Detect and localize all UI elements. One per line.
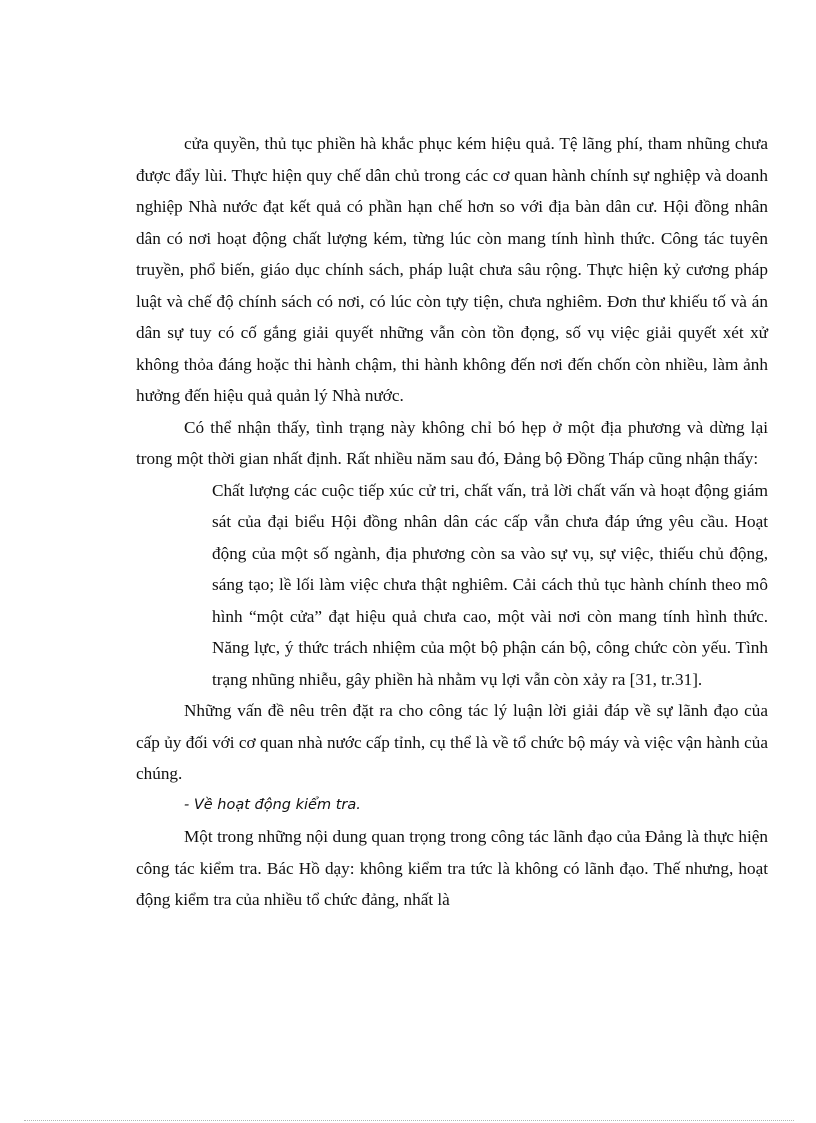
paragraph-observation: Có thể nhận thấy, tình trạng này không chỉ bó hẹp ở một địa phương và dừng lại trong một thời gian nhất định. Rất nhiều năm sau đó, Đảng bộ Đồng Tháp cũng nhận thấy: bbox=[136, 417, 768, 468]
block-quote: Chất lượng các cuộc tiếp xúc cử tri, chất vấn, trả lời chất vấn và hoạt động giám sát của đại biểu Hội đồng nhân dân các cấp vẫn chưa đáp ứng yêu cầu. Hoạt động của một số ngành, địa phương còn sa vào sự vụ, sự việc, thiếu chủ động, sáng tạo; lề lối làm việc chưa thật nghiêm. Cải cách thủ tục hành chính theo mô hình “một cửa” đạt hiệu quả chưa cao, một vài nơi còn mang tính hình thức. Năng lực, ý thức trách nhiệm của một bộ phận cán bộ, công chức còn yếu. Tình trạng nhũng nhiễu, gây phiền hà nhằm vụ lợi vẫn còn xảy ra [31, tr.31]. bbox=[212, 480, 768, 689]
page-bottom-divider bbox=[24, 1120, 794, 1121]
paragraph-continuation: cửa quyền, thủ tục phiền hà khắc phục kém hiệu quả. Tệ lãng phí, tham nhũng chưa được đẩy lùi. Thực hiện quy chế dân chủ trong các cơ quan hành chính sự nghiệp và doanh nghiệp Nhà nước đạt kết quả có phần hạn chế hơn so với địa bàn dân cư. Hội đồng nhân dân có nơi hoạt động chất lượng kém, từng lúc còn mang tính hình thức. Công tác tuyên truyền, phổ biến, giáo dục chính sách, pháp luật chưa sâu rộng. Thực hiện kỷ cương pháp luật và chế độ chính sách có nơi, có lúc còn tựy tiện, chưa nghiêm. Đơn thư khiếu tố và án dân sự tuy có cố gắng giải quyết những vẫn còn tồn đọng, số vụ việc giải quyết xét xử không thỏa đáng hoặc thi hành chậm, thi hành không đến nơi đến chốn còn nhiều, làm ảnh hưởng đến hiệu quả quản lý Nhà nước. bbox=[136, 134, 768, 405]
paragraph-inspection: Một trong những nội dung quan trọng trong công tác lãnh đạo của Đảng là thực hiện công tác kiểm tra. Bác Hồ dạy: không kiểm tra tức là không có lãnh đạo. Thế nhưng, hoạt động kiểm tra của nhiều tổ chức đảng, nhất là bbox=[136, 827, 768, 909]
section-heading-inspection: - Về hoạt động kiểm tra. bbox=[184, 796, 361, 813]
document-body bbox=[136, 128, 768, 916]
paragraph-theory-issues: Những vấn đề nêu trên đặt ra cho công tác lý luận lời giải đáp về sự lãnh đạo của cấp ủy đối với cơ quan nhà nước cấp tỉnh, cụ thể là về tổ chức bộ máy và việc vận hành của chúng. bbox=[136, 701, 768, 783]
